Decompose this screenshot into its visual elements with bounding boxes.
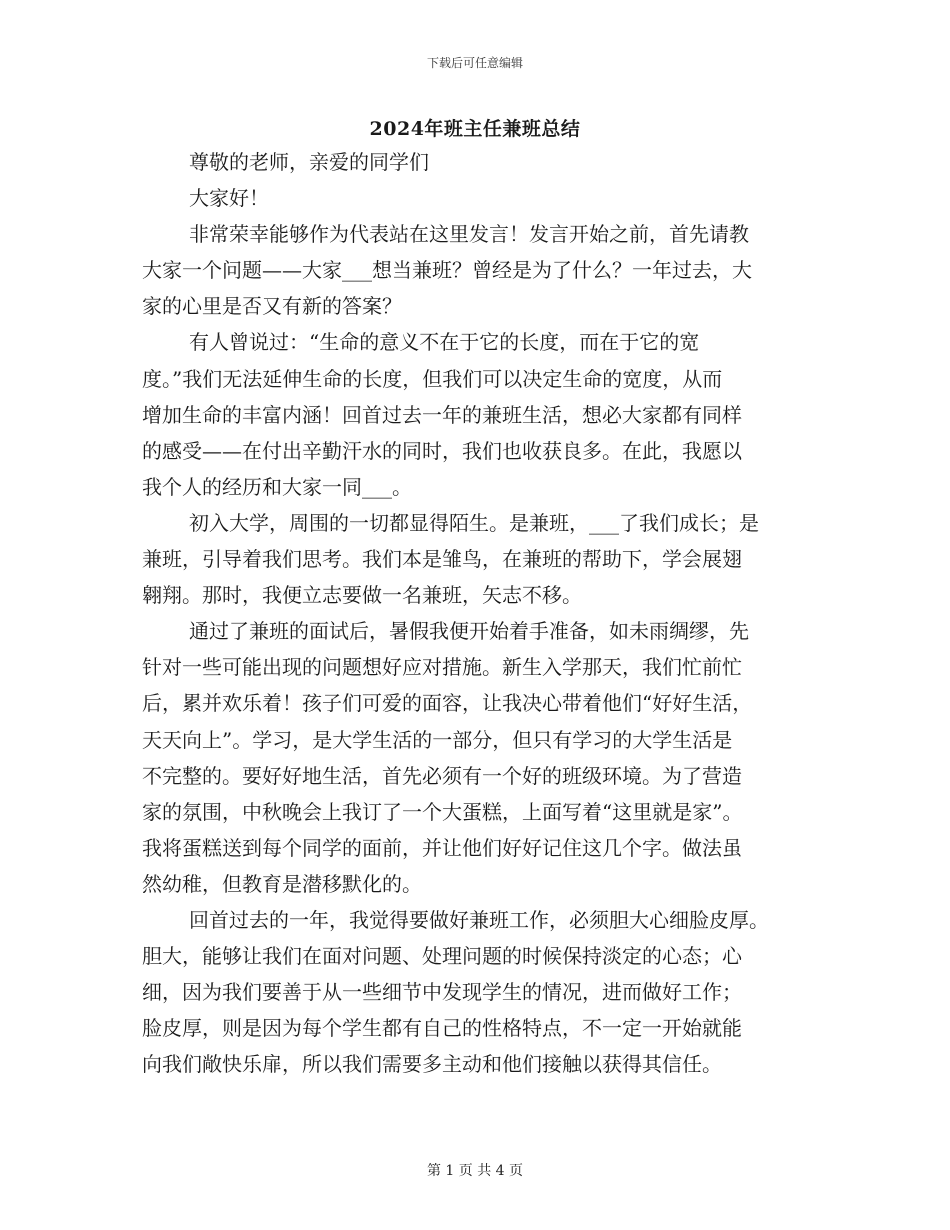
body-line: 我将蛋糕送到每个同学的面前，并让他们好好记住这几个字。做法虽 — [142, 835, 742, 860]
body-line: 度。”我们无法延伸生命的长度，但我们可以决定生命的宽度，从而 — [142, 366, 723, 391]
body-line: 家的心里是否又有新的答案？ — [142, 294, 402, 319]
body-line: 初入大学，周围的一切都显得陌生。是兼班，___了我们成长；是 — [189, 510, 759, 535]
page-footer: 第 1 页 共 4 页 — [426, 1163, 524, 1179]
header-note: 下载后可任意编辑 — [426, 56, 523, 70]
body-line: 大家一个问题——大家___想当兼班？曾经是为了什么？一年过去，大 — [142, 258, 752, 283]
body-line: 细，因为我们要善于从一些细节中发现学生的情况，进而做好工作； — [142, 980, 742, 1005]
body-line: 尊敬的老师，亲爱的同学们 — [189, 150, 429, 174]
body-line: 向我们敞快乐扉，所以我们需要多主动和他们接触以获得其信任。 — [142, 1052, 722, 1077]
body-line: 家的氛围，中秋晚会上我订了一个大蛋糕，上面写着“这里就是家”。 — [142, 799, 743, 824]
body-line: 非常荣幸能够作为代表站在这里发言！发言开始之前，首先请教 — [189, 222, 749, 247]
page-title: 2024年班主任兼班总结 — [369, 118, 581, 140]
body-line: 天天向上”。学习，是大学生活的一部分，但只有学习的大学生活是 — [142, 727, 733, 752]
body-line: 然幼稚，但教育是潜移默化的。 — [142, 871, 422, 896]
body-line: 通过了兼班的面试后，暑假我便开始着手准备，如未雨绸缪，先 — [189, 619, 749, 644]
body-line: 脸皮厚，则是因为每个学生都有自己的性格特点，不一定一开始就能 — [142, 1016, 742, 1041]
body-line: 我个人的经历和大家一同___。 — [142, 474, 412, 499]
body-line: 大家好！ — [189, 186, 269, 211]
body-line: 针对一些可能出现的问题想好应对措施。新生入学那天，我们忙前忙 — [142, 655, 742, 680]
body-line: 后，累并欢乐着！孩子们可爱的面容，让我决心带着他们“好好生活， — [142, 691, 753, 716]
document-body — [142, 144, 810, 1082]
body-line: 增加生命的丰富内涵！回首过去一年的兼班生活，想必大家都有同样 — [142, 402, 742, 427]
body-line: 回首过去的一年，我觉得要做好兼班工作，必须胆大心细脸皮厚。 — [189, 907, 769, 932]
body-line: 翱翔。那时，我便立志要做一名兼班，矢志不移。 — [142, 583, 582, 608]
body-line: 兼班，引导着我们思考。我们本是雏鸟，在兼班的帮助下，学会展翅 — [142, 547, 742, 572]
body-line: 的感受——在付出辛勤汗水的同时，我们也收获良多。在此，我愿以 — [142, 438, 742, 463]
body-line: 不完整的。要好好地生活，首先必须有一个好的班级环境。为了营造 — [142, 763, 742, 788]
body-line: 有人曾说过：“生命的意义不在于它的长度，而在于它的宽 — [189, 330, 700, 355]
body-line: 胆大，能够让我们在面对问题、处理问题的时候保持淡定的心态；心 — [142, 944, 742, 969]
